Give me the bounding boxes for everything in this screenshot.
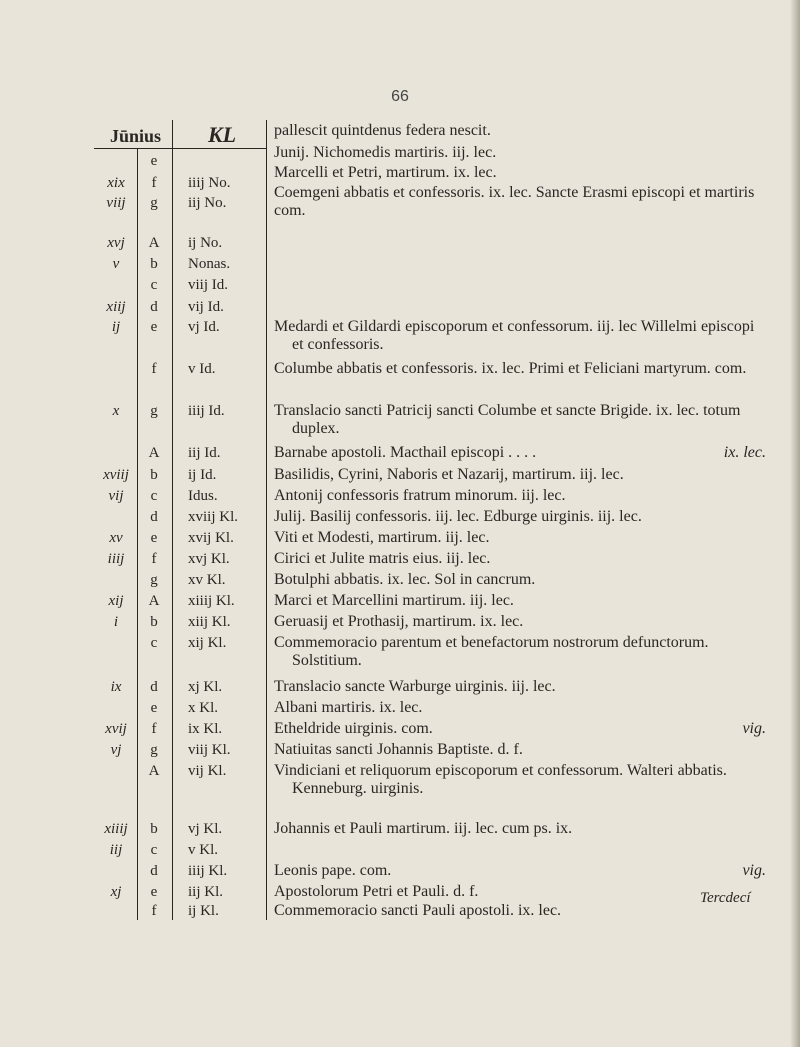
entry-text: Natiuitas sancti Johannis Baptiste. d. f.: [274, 741, 523, 758]
entry-text: Translacio sancti Patricij sancti Columbe et sancte Brigide. ix. lec. totum duplex.: [274, 402, 741, 437]
dominical-letter: e: [150, 530, 158, 546]
entry-text: vig. Etheldride uirginis. com.: [274, 720, 766, 737]
roman-date: vj Id.: [188, 319, 220, 335]
dominical-letter: e: [150, 153, 158, 169]
entry-text: Antonij confessoris fratrum minorum. iij. lec.: [274, 487, 566, 504]
dominical-letter: g: [150, 195, 158, 211]
rule-col-kalends: [172, 120, 173, 920]
entry-text: Johannis et Pauli martirum. iij. lec. cum ps. ix.: [274, 820, 573, 837]
page-number: 66: [391, 88, 409, 105]
roman-date: ix Kl.: [188, 721, 223, 737]
roman-date: vij Kl.: [188, 763, 227, 779]
entry-text: Columbe abbatis et confessoris. ix. lec. Primi et Feliciani martyrum. com.: [274, 360, 747, 377]
dominical-letter: f: [151, 361, 157, 377]
roman-date: Nonas.: [188, 256, 231, 272]
entry-text: Medardi et Gildardi episcoporum et confessorum. iij. lec Willelmi episcopi et confessoris.: [274, 318, 755, 353]
dominical-letter: g: [150, 403, 158, 419]
golden-number: ij: [111, 319, 121, 335]
rule-top: [94, 148, 266, 149]
entry-text: Albani martiris. ix. lec.: [274, 699, 423, 716]
dominical-letter: c: [150, 635, 158, 651]
roman-date: xvj Kl.: [188, 551, 230, 567]
entry-text: Apostolorum Petri et Pauli. d. f.: [274, 883, 479, 900]
golden-number: v: [112, 256, 120, 272]
roman-date: v Id.: [188, 361, 216, 377]
calendar-table: [0, 120, 800, 920]
roman-date: iiij No.: [188, 175, 231, 191]
golden-number: xiiij: [104, 821, 128, 837]
dominical-letter: c: [150, 277, 158, 293]
roman-date: xviij Kl.: [188, 509, 239, 525]
kl-header: KL: [208, 122, 237, 147]
catchword: Tercdecí: [700, 890, 751, 906]
entry-text: Cirici et Julite matris eius. iij. lec.: [274, 550, 491, 567]
dominical-letter: e: [150, 884, 158, 900]
entry-text: pallescit quintdenus federa nescit.: [274, 122, 491, 139]
dominical-letter: A: [148, 593, 160, 609]
golden-number: ix: [110, 679, 122, 695]
golden-number: xv: [109, 530, 123, 546]
vigil-marker: vig.: [742, 720, 766, 737]
roman-date: ij Kl.: [188, 903, 219, 919]
golden-number: xiij: [106, 299, 126, 315]
dominical-letter: g: [150, 742, 158, 758]
entry-text: Commemoracio parentum et benefactorum nostrorum defunctorum. Solstitium.: [274, 634, 709, 669]
golden-number: vij: [108, 488, 124, 504]
dominical-letter: d: [150, 863, 158, 879]
entry-text: Botulphi abbatis. ix. lec. Sol in cancrum.: [274, 571, 536, 588]
entry-text: Marci et Marcellini martirum. iij. lec.: [274, 592, 514, 609]
entry-text: Marcelli et Petri, martirum. ix. lec.: [274, 164, 497, 181]
vigil-marker: vig.: [742, 862, 766, 879]
roman-date: ij No.: [188, 235, 223, 251]
roman-date: xv Kl.: [188, 572, 226, 588]
entry-text: Junij. Nichomedis martiris. iij. lec.: [274, 144, 497, 161]
entry-text: Julij. Basilij confessoris. iij. lec. Edburge uirginis. iij. lec.: [274, 508, 642, 525]
dominical-letter: f: [151, 551, 157, 567]
golden-number: i: [113, 614, 119, 630]
golden-number: xix: [107, 175, 125, 191]
dominical-letter: c: [150, 842, 158, 858]
roman-date: iiij Id.: [188, 403, 225, 419]
golden-number: xvij: [105, 721, 127, 737]
golden-number: x: [112, 403, 120, 419]
golden-number: viij: [106, 195, 126, 211]
entry-text: Commemoracio sancti Pauli apostoli. ix. lec.: [274, 902, 562, 919]
golden-number: xvj: [107, 235, 125, 251]
dominical-letter: b: [150, 467, 158, 483]
dominical-letter: A: [148, 763, 160, 779]
entry-text: ix. lec. Barnabe apostoli. Macthail episcopi . . . .: [274, 444, 766, 461]
roman-date: vij Id.: [188, 299, 224, 315]
dominical-letter: f: [151, 903, 157, 919]
dominical-letter: d: [150, 679, 158, 695]
entry-text: Coemgeni abbatis et confessoris. ix. lec. Sancte Erasmi episcopi et martiris com.: [274, 184, 755, 219]
entry-text: Translacio sancte Warburge uirginis. iij. lec.: [274, 678, 556, 695]
dominical-letter: d: [150, 299, 158, 315]
entry-text: Viti et Modesti, martirum. iij. lec.: [274, 529, 490, 546]
lesson-count: ix. lec.: [723, 444, 766, 461]
rule-col-text: [266, 120, 267, 920]
dominical-letter: c: [150, 488, 158, 504]
entry-text: Geruasij et Prothasij, martirum. ix. lec.: [274, 613, 524, 630]
dominical-letter: e: [150, 700, 158, 716]
entry-text: Basilidis, Cyrini, Naboris et Nazarij, martirum. iij. lec.: [274, 466, 624, 483]
golden-number: xj: [110, 884, 122, 900]
roman-date: xij Kl.: [188, 635, 227, 651]
dominical-letter: b: [150, 821, 158, 837]
roman-date: iij No.: [188, 195, 227, 211]
dominical-letter: g: [150, 572, 158, 588]
entry-text: Vindiciani et reliquorum episcoporum et confessorum. Walteri abbatis. Kenneburg. uirginis.: [274, 762, 727, 797]
roman-date: xj Kl.: [188, 679, 223, 695]
dominical-letter: b: [150, 614, 158, 630]
roman-date: xvij Kl.: [188, 530, 234, 546]
golden-number: vj: [110, 742, 122, 758]
dominical-letter: A: [148, 445, 160, 461]
roman-date: ij Id.: [188, 467, 217, 483]
page-edge-shadow: [790, 0, 800, 1047]
golden-number: xviij: [103, 467, 129, 483]
dominical-letter: e: [150, 319, 158, 335]
golden-number: iij: [109, 842, 123, 858]
golden-number: xij: [108, 593, 124, 609]
roman-date: Idus.: [188, 488, 218, 504]
roman-date: x Kl.: [188, 700, 218, 716]
roman-date: iij Kl.: [188, 884, 224, 900]
roman-date: xiiij Kl.: [188, 593, 235, 609]
dominical-letter: f: [151, 721, 157, 737]
roman-date: iij Id.: [188, 445, 221, 461]
roman-date: viij Kl.: [188, 742, 231, 758]
roman-date: xiij Kl.: [188, 614, 231, 630]
roman-date: iiij Kl.: [188, 863, 228, 879]
dominical-letter: f: [151, 175, 157, 191]
roman-date: vj Kl.: [188, 821, 223, 837]
dominical-letter: b: [150, 256, 158, 272]
month-header: Jūnius: [110, 126, 162, 146]
dominical-letter: A: [148, 235, 160, 251]
entry-text: vig. Leonis pape. com.: [274, 862, 766, 879]
roman-date: viij Id.: [188, 277, 228, 293]
roman-date: v Kl.: [188, 842, 218, 858]
dominical-letter: d: [150, 509, 158, 525]
golden-number: iiij: [107, 551, 125, 567]
